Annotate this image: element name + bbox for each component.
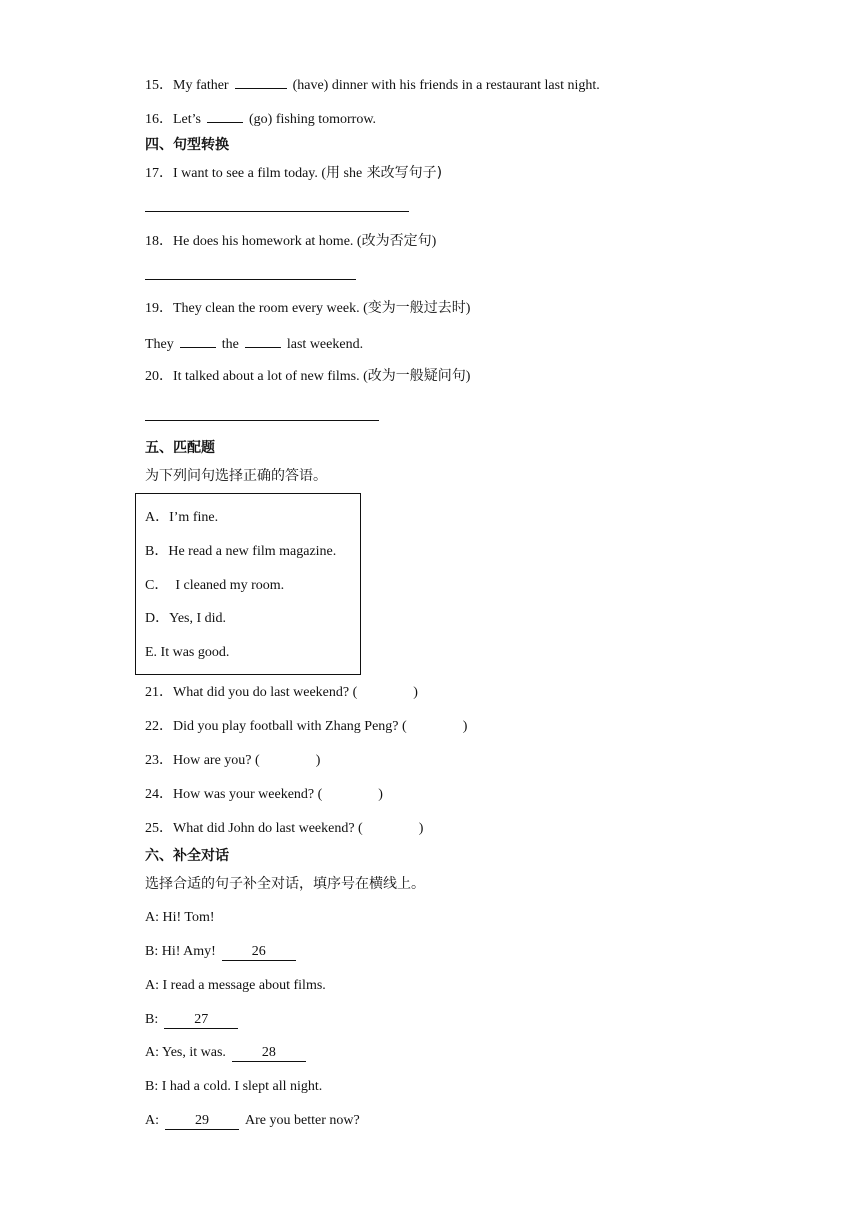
q15-text-post: (have) dinner with his friends in a restaurant last night. [292, 78, 600, 93]
q19-close: ) [465, 301, 471, 316]
dialogue-line-4 [145, 1011, 244, 1029]
dialogue-line-1: A: Hi! Tom! [145, 910, 215, 925]
q22-close: ) [462, 719, 468, 734]
q16-text-post: (go) fishing tomorrow. [249, 112, 377, 127]
q20-text: 20．It talked about a lot of new films. ( [145, 369, 368, 384]
dialogue-line-5-text: A: Yes, it was. [145, 1045, 226, 1060]
q21-text: 21．What did you do last weekend? ( [145, 685, 358, 700]
dialogue-line-7 [145, 1112, 360, 1130]
question-24 [145, 786, 383, 804]
question-17 [145, 164, 442, 183]
section-4-title: 四、句型转换 [145, 137, 229, 153]
q15-answer-blank[interactable] [235, 74, 287, 89]
dialogue-line-5 [145, 1044, 312, 1062]
q18-close: ) [431, 234, 437, 249]
option-c: C． I cleaned my room. [145, 578, 285, 593]
q25-text: 25．What did John do last weekend? ( [145, 821, 363, 836]
q18-text: 18．He does his homework at home. ( [145, 234, 362, 249]
option-d: D．Yes, I did. [145, 611, 227, 626]
q21-close: ) [413, 685, 418, 700]
q19-blank-2[interactable] [245, 333, 281, 348]
q23-text: 23．How are you? ( [145, 753, 260, 768]
q17-answer-line[interactable] [145, 211, 409, 212]
option-b: B．He read a new film magazine. [145, 544, 337, 559]
q17-instruction: 来改写句子) [362, 165, 443, 181]
q17-text: 17．I want to see a film today. (用 [145, 166, 344, 181]
q19-blank-1[interactable] [180, 333, 216, 348]
q24-close: ) [378, 787, 383, 802]
q19-instruction: 变为一般过去时 [367, 300, 466, 316]
dialogue-line-3: A: I read a message about films. [145, 978, 326, 993]
dialogue-line-7-text: A: [145, 1113, 159, 1128]
q18-answer-line[interactable] [145, 279, 356, 280]
question-15 [145, 74, 600, 95]
q20-close: ) [465, 369, 471, 384]
q25-close: ) [418, 821, 424, 836]
q19-answer-line [145, 333, 363, 354]
question-16 [145, 108, 376, 129]
options-box [135, 493, 361, 675]
blank-28[interactable]: 28 [232, 1045, 306, 1062]
question-22 [145, 718, 467, 736]
section-5-title: 五、匹配题 [145, 440, 215, 456]
q19-word-they: They [145, 337, 174, 352]
q19-word-last-weekend: last weekend. [286, 337, 364, 352]
q22-text: 22．Did you play football with Zhang Peng? ( [145, 719, 407, 734]
dialogue-line-7-post: Are you better now? [245, 1113, 360, 1128]
question-18 [145, 232, 436, 251]
question-21 [145, 684, 418, 702]
q23-close: ) [315, 753, 321, 768]
question-19 [145, 299, 470, 318]
q15-text-pre: 15．My father [145, 78, 229, 93]
question-23 [145, 752, 320, 770]
section-6-instruction: 选择合适的句子补全对话，填序号在横线上。 [145, 876, 425, 892]
option-e: E. It was good. [145, 645, 230, 660]
option-a: A．I’m fine. [145, 510, 219, 525]
blank-26[interactable]: 26 [222, 944, 296, 961]
q24-text: 24．How was your weekend? ( [145, 787, 323, 802]
dialogue-line-6: B: I had a cold. I slept all night. [145, 1079, 323, 1094]
q16-answer-blank[interactable] [207, 108, 243, 123]
question-25 [145, 820, 423, 838]
q17-she: she [343, 166, 363, 181]
section-6-title: 六、补全对话 [145, 848, 229, 864]
blank-29[interactable]: 29 [165, 1113, 239, 1130]
question-20 [145, 367, 470, 386]
dialogue-line-4-text: B: [145, 1012, 159, 1027]
q19-word-the: the [221, 337, 239, 352]
dialogue-line-2-text: B: Hi! Amy! [145, 944, 216, 959]
q19-text: 19．They clean the room every week. ( [145, 301, 368, 316]
q18-instruction: 改为否定句 [361, 233, 432, 249]
blank-27[interactable]: 27 [164, 1012, 238, 1029]
dialogue-line-2 [145, 943, 302, 961]
q16-text-pre: 16．Let’s [145, 112, 201, 127]
section-5-instruction: 为下列问句选择正确的答语。 [145, 468, 327, 484]
q20-instruction: 改为一般疑问句 [367, 368, 466, 384]
q20-answer-line[interactable] [145, 420, 379, 421]
